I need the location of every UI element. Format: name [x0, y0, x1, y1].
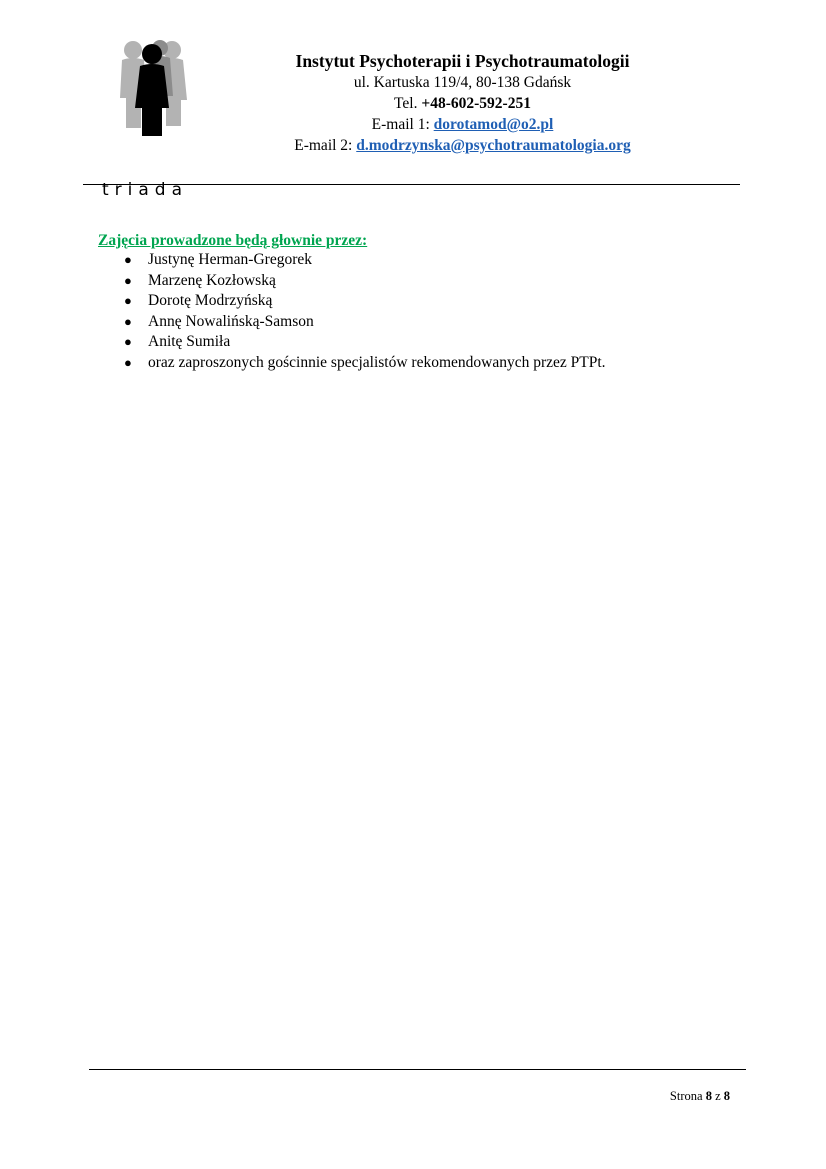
list-item-text: oraz zaproszonych gościnnie specjalistów rekomendowanych przez PTPt.: [148, 353, 606, 371]
triada-figures-logo-icon: [114, 40, 194, 138]
bullet-icon: ●: [124, 293, 132, 308]
email1-line: [240, 114, 685, 135]
list-item-text: Anitę Sumiła: [148, 333, 231, 350]
page-total: 8: [723, 1089, 730, 1103]
phone-label: Tel.: [394, 95, 422, 112]
email1-link[interactable]: dorotamod@o2.pl: [433, 116, 554, 133]
list-item-text: Annę Nowalińską-Samson: [148, 312, 314, 330]
section-heading: Zajęcia prowadzone będą głownie przez:: [98, 232, 368, 249]
list-item-text: Dorotę Modrzyńską: [148, 292, 273, 309]
logo-wordmark: triada: [102, 180, 189, 200]
page-separator: z: [711, 1089, 724, 1103]
instructor-list: [98, 250, 738, 373]
footer-divider: [89, 1069, 746, 1070]
triada-logo: [100, 40, 210, 200]
page-number: [670, 1089, 730, 1104]
bullet-icon: ●: [124, 313, 132, 329]
list-item-text: Marzenę Kozłowską: [148, 271, 276, 289]
letterhead: [240, 50, 685, 156]
bullet-icon: ●: [124, 252, 132, 267]
instructors-section: [98, 231, 738, 373]
institute-address: ul. Kartuska 119/4, 80-138 Gdańsk: [353, 74, 572, 91]
page-current: 8: [705, 1089, 712, 1103]
page-prefix: Strona: [669, 1089, 706, 1103]
phone-number: +48-602-592-251: [421, 95, 531, 112]
institute-name: Instytut Psychoterapii i Psychotraumatologii: [295, 51, 630, 71]
bullet-icon: ●: [124, 354, 132, 370]
email1-label: E-mail 1:: [371, 116, 434, 133]
bullet-icon: ●: [124, 272, 132, 288]
list-item: [98, 312, 738, 333]
phone-line: [240, 93, 685, 114]
list-item: [98, 291, 738, 312]
email2-link[interactable]: d.modrzynska@psychotraumatologia.org: [356, 137, 631, 154]
email2-line: [240, 135, 685, 156]
list-item: [98, 250, 738, 271]
list-item-text: Justynę Herman-Gregorek: [148, 251, 312, 268]
email2-label: E-mail 2:: [294, 137, 357, 154]
header-divider: [83, 184, 740, 185]
bullet-icon: ●: [124, 334, 132, 349]
list-item: [98, 271, 738, 292]
list-item: [98, 353, 738, 374]
list-item: [98, 332, 738, 353]
